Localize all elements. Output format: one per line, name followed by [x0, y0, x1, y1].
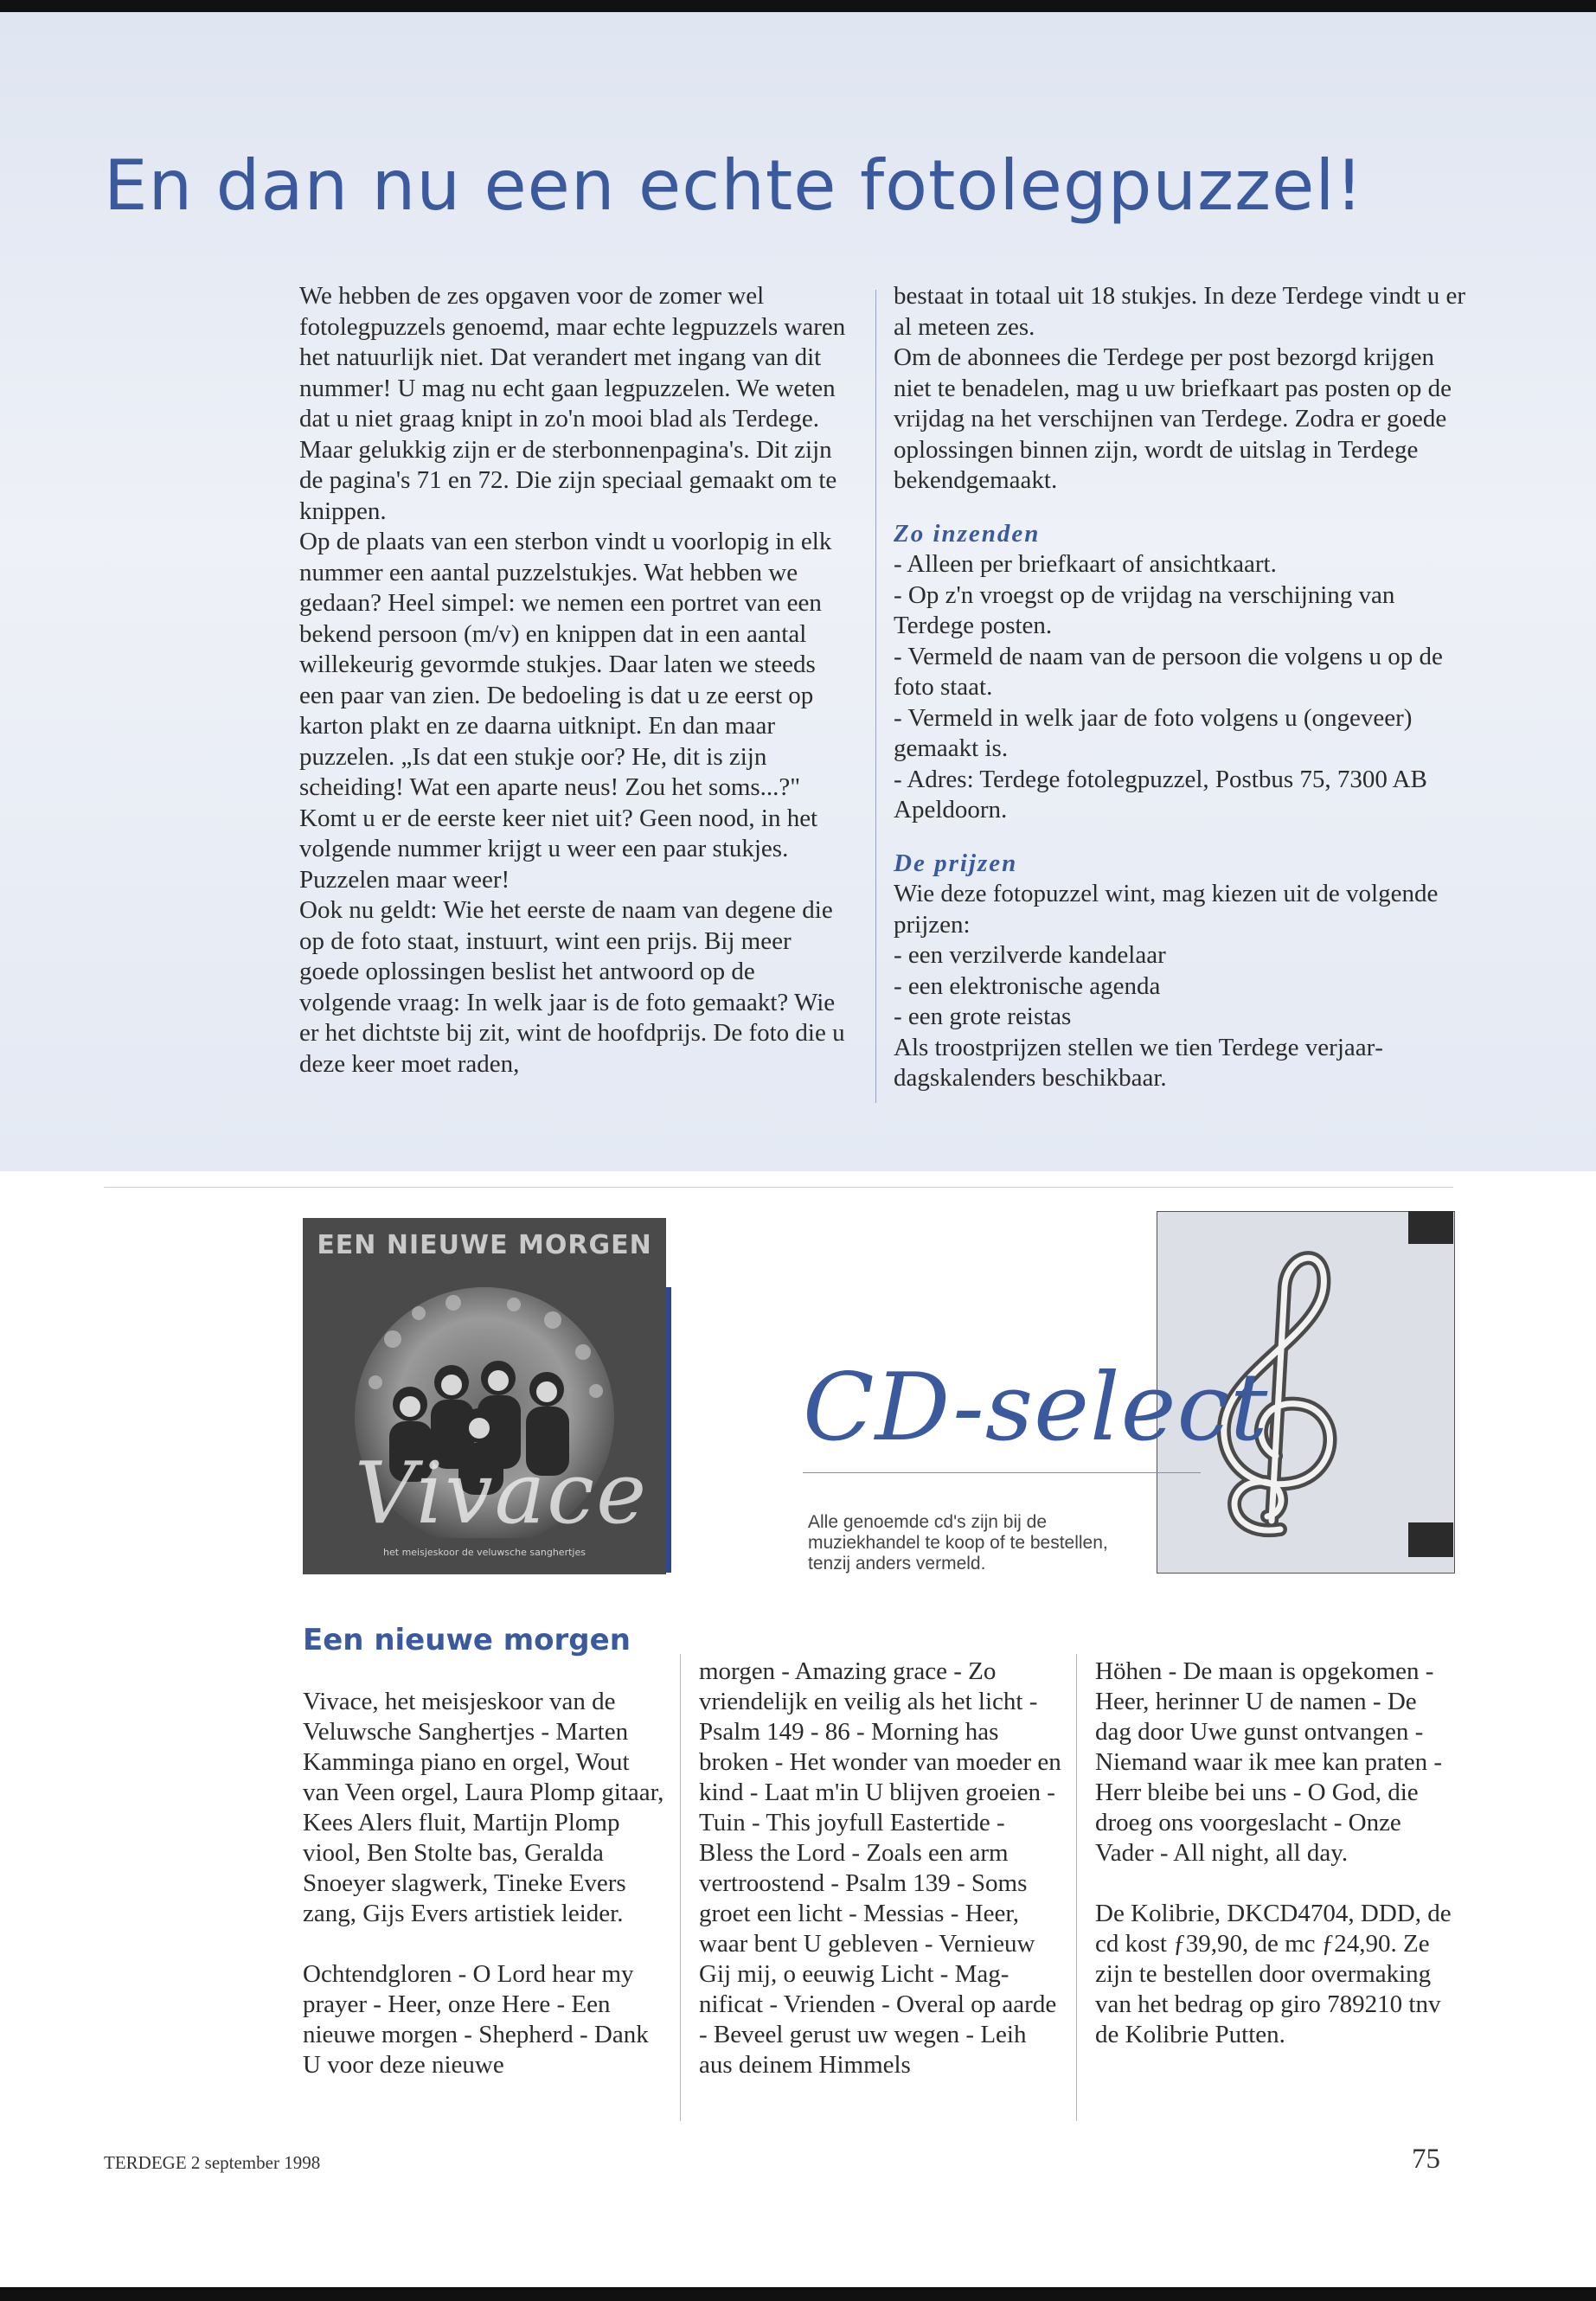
puzzle-right-column: [894, 281, 1469, 1094]
footer-publication: TERDEGE 2 september 1998: [104, 2152, 321, 2173]
prijzen-item: - een grote reistas: [894, 1003, 1072, 1030]
review-paragraph: De Kolibrie, DKCD4704, DDD, de cd kost ƒ39,90, de mc ƒ24,90. Ze zijn te bestellen door overmaking van het bedrag op giro 789210 tnv de Kolibrie Putten.: [1095, 1900, 1452, 2048]
cd-cover-image: [303, 1218, 666, 1574]
section-separator: [104, 1187, 1453, 1188]
column-divider: [680, 1654, 681, 2121]
puzzle-left-column: [299, 281, 849, 1080]
puzzle-paragraph: Om de abonnees die Terdege per post bezorgd krijgen niet te benadelen, mag u uw briefkaart pas posten op de vrijdag na het verschijnen van Terdege. Zodra er goede oplossingen binnen zijn, wordt de uitslag in Terdege bekendgemaakt.: [894, 343, 1452, 494]
music-graphic-bar: [1408, 1211, 1453, 1244]
prijzen-item: - een elektronische agenda: [894, 971, 1161, 1000]
review-paragraph: Vivace, het meisjeskoor van de Veluwsche Sanghertjes - Marten Kamminga piano en orgel, Wout van Veen orgel, Laura Plomp gitaar, Kees Alers fluit, Martijn Plomp viool, Ben Stolte bas, Geralda Snoeyer slagwerk, Tineke Evers zang, Gijs Evers artistiek leider.: [303, 1688, 664, 1927]
top-rule: [0, 0, 1596, 12]
inzenden-item: - Vermeld in welk jaar de foto volgens u (ongeveer) gemaakt is.: [894, 703, 1413, 762]
bottom-rule: [0, 2287, 1596, 2301]
inzenden-item: - Op z'n vroegst op de vrijdag na verschijning van Terdege posten.: [894, 580, 1395, 639]
review-paragraph: morgen - Amazing grace - Zo vriendelijk en veilig als het licht - Psalm 149 - 86 - Morning has broken - Het wonder van moeder en kind - Laat m'in U blijven groeien - Tuin - This joyfull Eastertide - Bless the Lord - Zoals een arm vertroostend - Psalm 139 - Soms groet een licht - Messias - Heer, waar bent U gebleven - Vernieuw Gij mij, o eeuwig Licht - Magnificat - Vrienden - Overal op aarde - Beveel gerust uw wegen - Leih aus deinem Himmels: [699, 1657, 1061, 2079]
column-divider: [875, 290, 876, 1103]
prijzen-outro: Als troostprijzen stellen we tien Terdege verjaardagskalenders beschikbaar.: [894, 1033, 1383, 1092]
inzenden-item: - Vermeld de naam van de persoon die volgens u op de foto staat.: [894, 642, 1443, 701]
cd-select-note: Alle genoemde cd's zijn bij de muziekhandel te koop of te bestellen, tenzij anders vermeld.: [808, 1512, 1108, 1574]
cd-cover-brand: Vivace: [355, 1445, 649, 1543]
inzenden-item: - Alleen per briefkaart of ansichtkaart.: [894, 550, 1277, 578]
prijzen-heading: De prijzen: [894, 849, 1018, 877]
cd-cover-title: EEN NIEUWE MORGEN: [317, 1230, 652, 1260]
prijzen-intro: Wie deze fotopuzzel wint, mag kiezen uit de volgende prijzen:: [894, 880, 1439, 939]
cd-select-rule: [803, 1472, 1201, 1473]
page-number: 75: [1412, 2144, 1440, 2175]
review-column-3: [1095, 1657, 1458, 2080]
page-title: En dan nu een echte fotolegpuzzel!: [104, 145, 1364, 226]
puzzle-paragraph: We hebben de zes opgaven voor de zomer wel fotolegpuzzels genoemd, maar echte legpuzzels waren het natuurlijk niet. Dat verandert met ingang van dit nummer! U mag nu echt gaan legpuzzelen. We weten dat u niet graag knipt in zo'n mooi blad als Terdege. Maar gelukkig zijn er de sterbonnenpagina's. Dit zijn de pagina's 71 en 72. Die zijn speciaal gemaakt om te knippen.: [299, 282, 846, 525]
review-column-1: [303, 1687, 666, 2111]
puzzle-paragraph: Ook nu geldt: Wie het eerste de naam van degene die op de foto staat, instuurt, wint een prijs. Bij meer goede oplossingen beslist het antwoord op de volgende vraag: In welk jaar is de foto gemaakt? Wie er het dichtste bij zit, wint de hoofdprijs. De foto die u deze keer moet raden,: [299, 896, 845, 1078]
cd-select-title: CD-select: [803, 1354, 1269, 1462]
review-paragraph: Ochtendgloren - O Lord hear my prayer - Heer, onze Here - Een nieuwe morgen - Shepherd - Dank U voor deze nieuwe: [303, 1960, 649, 2079]
review-heading: Een nieuwe morgen: [303, 1623, 631, 1657]
puzzle-paragraph: bestaat in totaal uit 18 stukjes. In deze Terdege vindt u er al meteen zes.: [894, 282, 1466, 341]
inzenden-heading: Zo inzenden: [894, 519, 1041, 548]
inzenden-item: - Adres: Terdege fotolegpuzzel, Postbus 75, 7300 AB Apeldoorn.: [894, 765, 1427, 824]
puzzle-paragraph: Op de plaats van een sterbon vindt u voorlopig in elk nummer een aantal puzzelstukjes. Wat hebben we gedaan? Heel simpel: we nemen een portret van een bekend persoon (m/v) en knippen dat in een aantal willekeurig gevormde stukjes. Daar laten we steeds een paar van zien. De bedoeling is dat u ze eerst op karton plakt en ze daarna uitknipt. En dan maar puzzelen. „Is dat een stukje oor? He, dit is zijn scheiding! Wat een aparte neus! Zou het soms...?" Komt u er de eerste keer niet uit? Geen nood, in het volgende nummer krijgt u weer een paar stukjes. Puzzelen maar weer!: [299, 528, 832, 894]
review-paragraph: Höhen - De maan is opgekomen - Heer, herinner U de namen - De dag door Uwe gunst ontvangen - Niemand waar ik mee kan praten - Herr bleibe bei uns - O God, die droeg ons voorgeslacht - Onze Vader - All night, all day.: [1095, 1657, 1442, 1867]
column-divider: [1076, 1654, 1077, 2121]
cd-cover-subtitle: het meisjeskoor de veluwsche sanghertjes: [383, 1547, 586, 1558]
music-graphic-bar: [1408, 1522, 1453, 1557]
prijzen-item: - een verzilverde kandelaar: [894, 941, 1166, 969]
review-column-2: [699, 1657, 1062, 2111]
